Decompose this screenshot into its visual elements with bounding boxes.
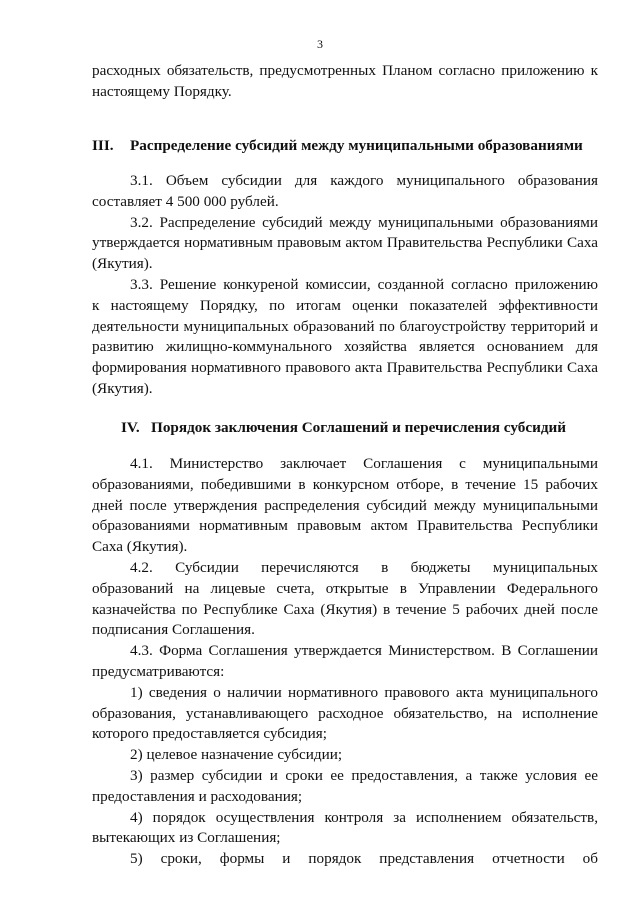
text-line: составляет 4 500 000 рублей.: [92, 192, 279, 210]
text-line: 4) порядок осуществления контроля за исполнением обязательств,: [130, 808, 598, 826]
section-3-title: Распределение субсидий между муниципальными образованиями: [130, 137, 583, 154]
text-line: дней после утверждения распределения субсидий между муниципальными: [92, 496, 598, 514]
text-line: развитию жилищно-коммунального хозяйства является основанием для: [92, 338, 598, 356]
text-line: предоставления и расходования;: [92, 787, 303, 805]
section-4-heading: [121, 418, 627, 438]
text-line: 2) целевое назначение субсидии;: [130, 746, 343, 764]
text-line: утверждается нормативным правовым актом Правительства Республики Саха: [92, 234, 598, 252]
section-4-title: Порядок заключения Соглашений и перечисления субсидий: [151, 419, 567, 436]
text-line: 5) сроки, формы и порядок представления отчетности об: [130, 850, 598, 868]
text-line: к настоящему Порядку, по итогам оценки показателей эффективности: [92, 296, 598, 314]
text-line: Саха (Якутия).: [92, 538, 188, 556]
page-number: 3: [317, 37, 323, 51]
text-line: расходных обязательств, предусмотренных Планом согласно приложению к: [92, 62, 598, 79]
section-4-number: IV.: [121, 419, 140, 436]
section-3-body: [92, 171, 598, 400]
text-line: 1) сведения о наличии нормативного правового акта муниципального: [130, 683, 598, 701]
text-line: предусматриваются:: [92, 662, 225, 680]
text-line: 4.3. Форма Соглашения утверждается Министерством. В Соглашении: [130, 642, 598, 660]
text-line: вытекающих из Соглашения;: [92, 829, 281, 847]
text-line: 4.2. Субсидии перечисляются в бюджеты муниципальных: [130, 558, 598, 576]
text-line: образований на лицевые счета, открытые в Управлении Федерального: [92, 579, 598, 597]
text-line: которого предоставляется субсидия;: [92, 725, 327, 743]
text-line: 3.1. Объем субсидии для каждого муниципального образования: [130, 172, 598, 189]
text-line: 3.3. Решение конкуреной комиссии, созданной согласно приложению: [130, 275, 598, 293]
text-line: настоящему Порядку.: [92, 82, 232, 100]
text-line: (Якутия).: [92, 255, 153, 273]
text-line: 4.1. Министерство заключает Соглашения с муниципальными: [130, 455, 598, 472]
text-line: 3.2. Распределение субсидий между муниципальными образованиями: [130, 213, 598, 231]
text-line: подписания Соглашения.: [92, 621, 255, 639]
section-4-body: [92, 454, 598, 870]
text-line: формирования нормативного правового акта Правительства Республики Саха: [92, 359, 598, 377]
section-3-number: III.: [92, 137, 114, 154]
text-line: образованиями нормативным правовым актом Правительства Республики: [92, 517, 598, 535]
text-line: образования, устанавливающего расходное обязательство, на исполнение: [92, 704, 598, 722]
text-line: (Якутия).: [92, 379, 153, 397]
section-3-heading: [92, 136, 598, 156]
text-line: 3) размер субсидии и сроки ее предоставления, а также условия ее: [130, 766, 598, 784]
text-line: казначейства по Республике Саха (Якутия) в течение 5 рабочих дней после: [92, 600, 598, 618]
text-line: деятельности муниципальных образований по благоустройству территорий и: [92, 317, 598, 335]
text-line: образованиями, победившими в конкурсном отборе, в течение 15 рабочих: [92, 475, 598, 493]
intro-paragraph: [92, 61, 598, 103]
